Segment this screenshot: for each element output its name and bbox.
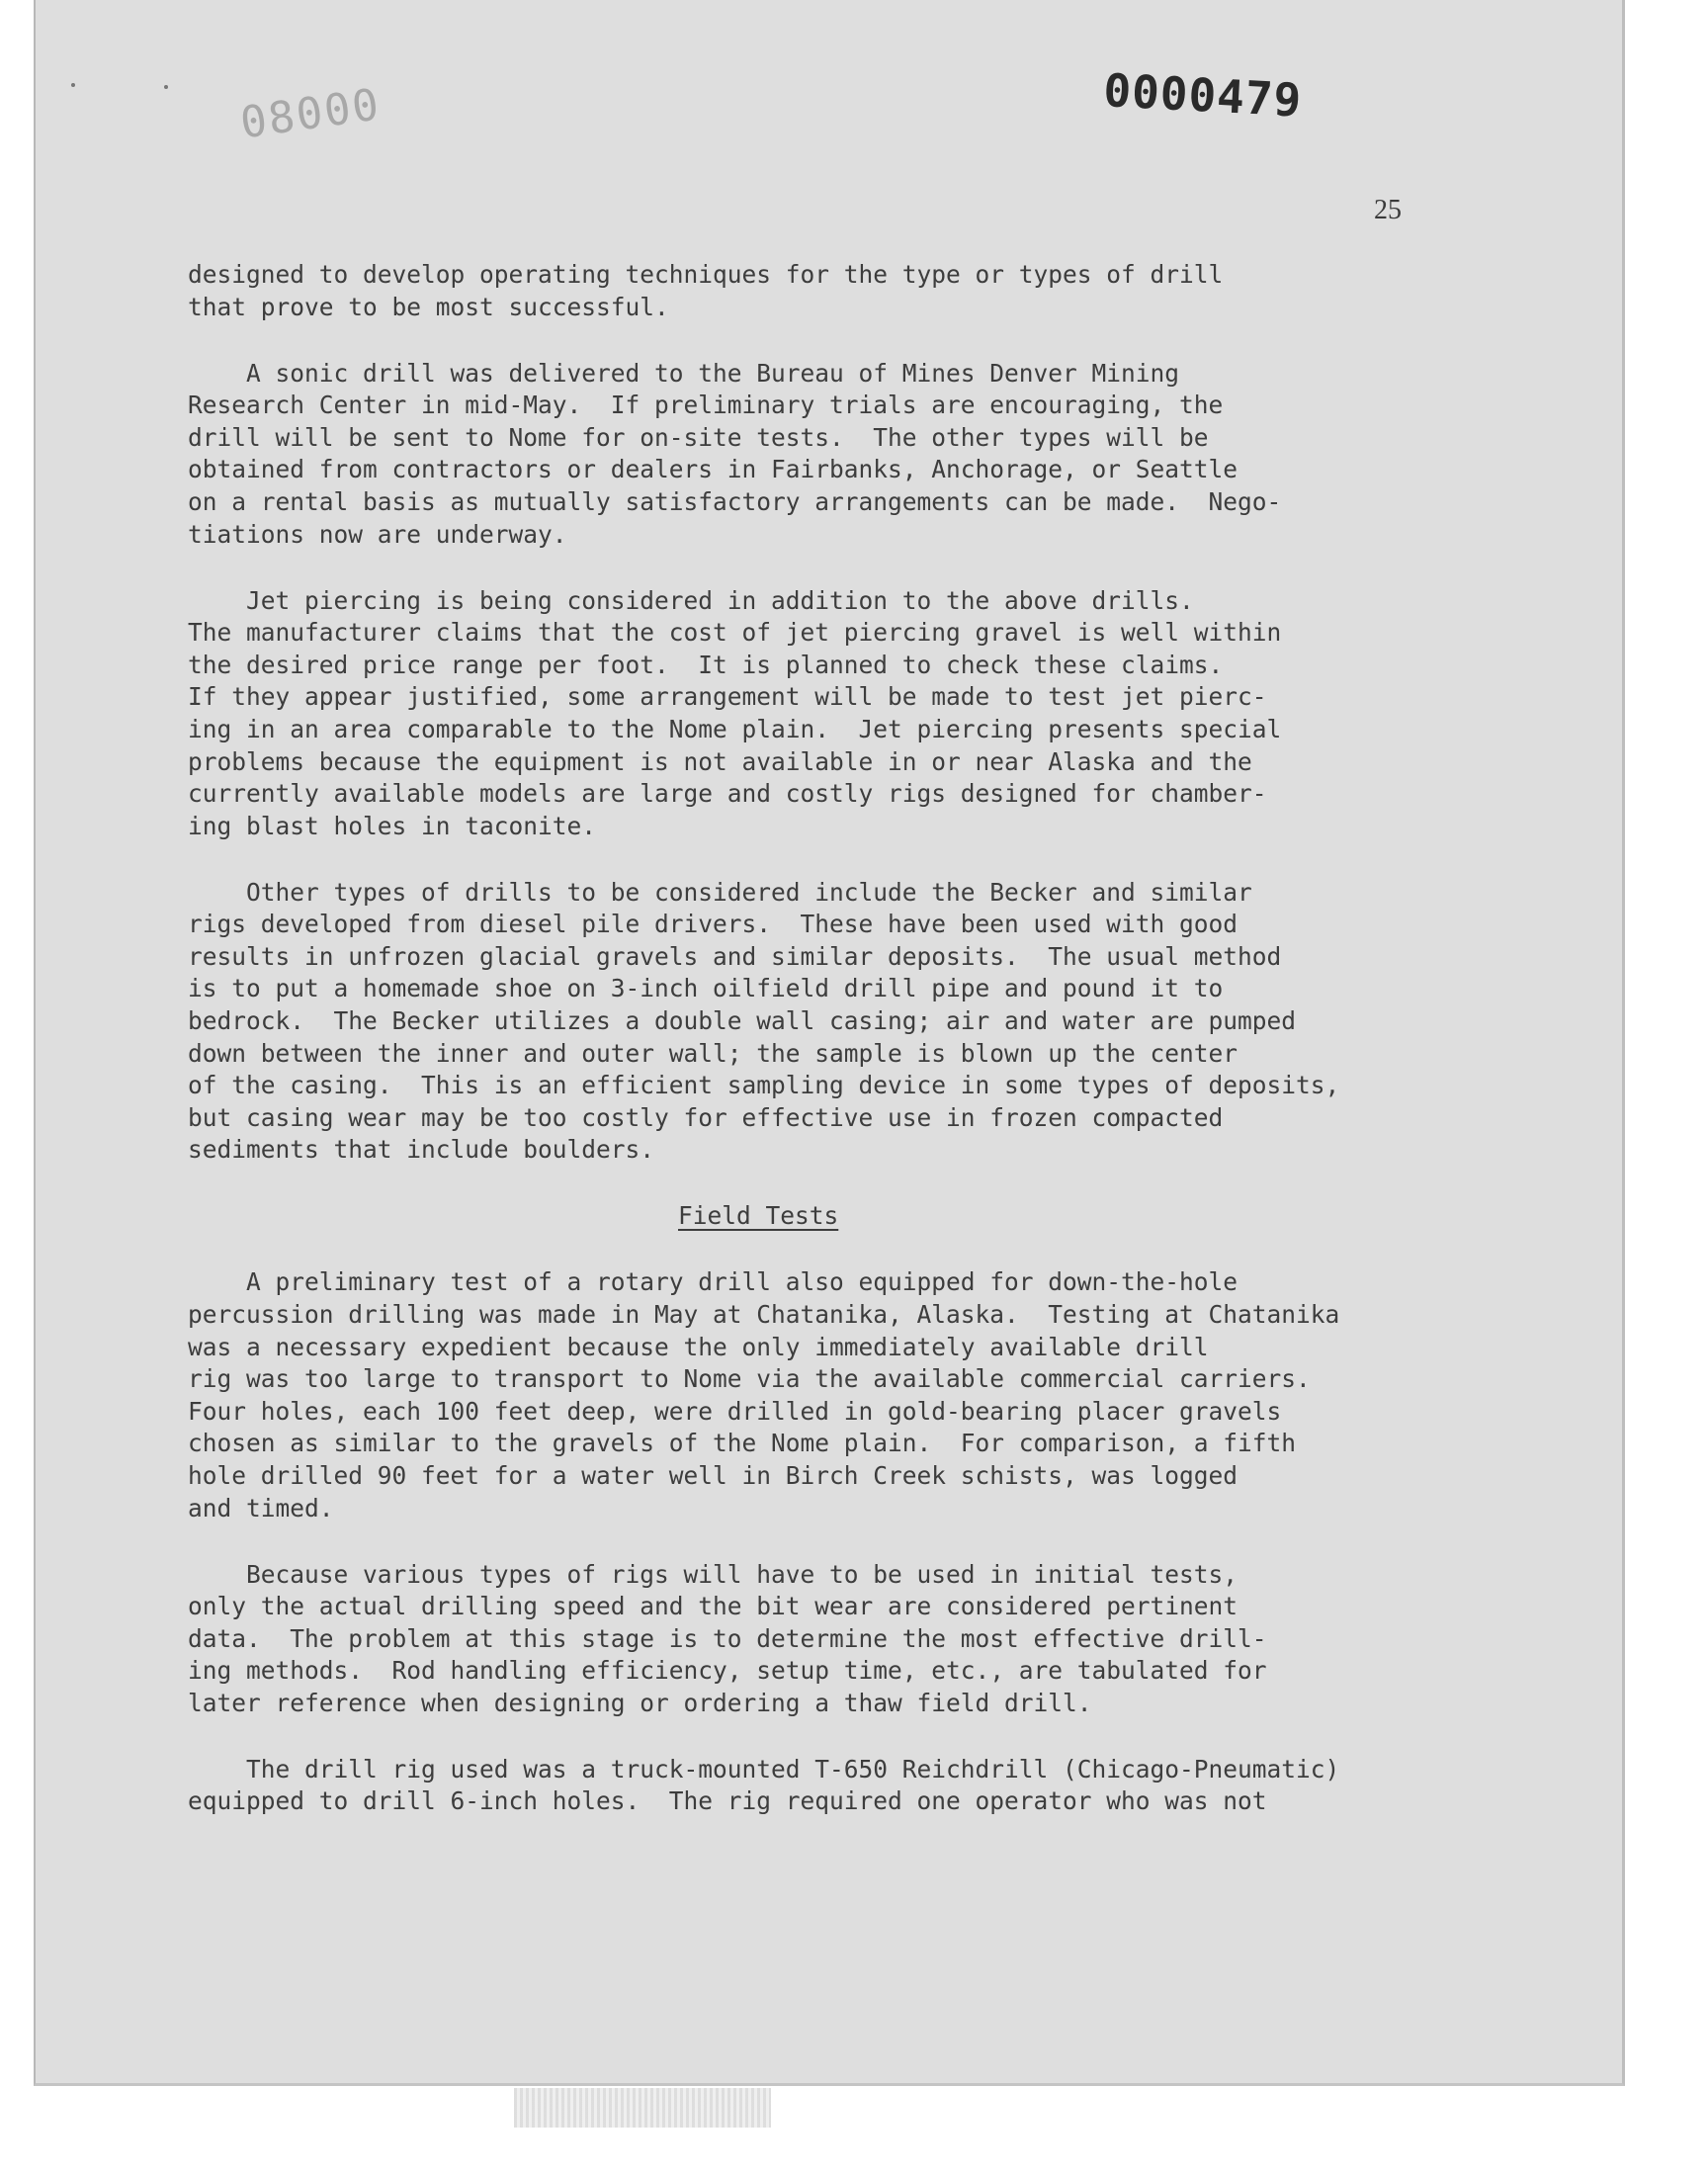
document-number-stamp: 0000479: [1102, 63, 1304, 128]
text-line: Research Center in mid-May. If preliminary trials are encouraging, the: [188, 391, 1224, 420]
paragraph-7: [188, 1754, 1512, 1818]
text-line: is to put a homemade shoe on 3-inch oilfield drill pipe and pound it to: [188, 974, 1224, 1003]
text-line: and timed.: [188, 1493, 334, 1522]
text-line: designed to develop operating techniques for the type or types of drill: [188, 260, 1224, 289]
paragraph-2: [188, 358, 1512, 552]
text-line: Because various types of rigs will have to be used in initial tests,: [188, 1559, 1238, 1589]
text-line: down between the inner and outer wall; the sample is blown up the center: [188, 1038, 1238, 1068]
text-line: A sonic drill was delivered to the Bureau of Mines Denver Mining: [188, 358, 1180, 388]
page-number: 25: [1374, 195, 1402, 225]
paragraph-6: [188, 1559, 1512, 1720]
text-line: tiations now are underway.: [188, 519, 567, 549]
text-line: ing blast holes in taconite.: [188, 811, 597, 840]
text-line: The manufacturer claims that the cost of jet piercing gravel is well within: [188, 618, 1282, 648]
text-line: sediments that include boulders.: [188, 1135, 655, 1165]
paragraph-3: [188, 585, 1512, 843]
text-line: only the actual drilling speed and the bit wear are considered pertinent: [188, 1592, 1238, 1621]
text-line: but casing wear may be too costly for effective use in frozen compacted: [188, 1102, 1224, 1132]
text-line: Four holes, each 100 feet deep, were drilled in gold-bearing placer gravels: [188, 1396, 1282, 1426]
text-line: hole drilled 90 feet for a water well in Birch Creek schists, was logged: [188, 1460, 1238, 1490]
speck-mark: [164, 85, 168, 89]
text-line: ing in an area comparable to the Nome plain. Jet piercing presents special: [188, 714, 1282, 743]
text-line: currently available models are large and costly rigs designed for chamber-: [188, 779, 1267, 809]
text-line: on a rental basis as mutually satisfactory arrangements can be made. Nego-: [188, 486, 1282, 516]
paragraph-4: [188, 877, 1512, 1167]
text-line: drill will be sent to Nome for on-site tests. The other types will be: [188, 422, 1209, 452]
text-line: Jet piercing is being considered in addition to the above drills.: [188, 585, 1194, 615]
text-line: rigs developed from diesel pile drivers. These have been used with good: [188, 910, 1238, 939]
text-line: the desired price range per foot. It is planned to check these claims.: [188, 650, 1224, 679]
paragraph-5: [188, 1266, 1512, 1524]
text-line: that prove to be most successful.: [188, 292, 669, 321]
text-line: was a necessary expedient because the only immediately available drill: [188, 1332, 1209, 1361]
document-body: [188, 259, 1512, 1818]
scanner-artifact-strip: [514, 2088, 771, 2128]
text-line: If they appear justified, some arrangement will be made to test jet pierc-: [188, 682, 1267, 712]
text-line: bedrock. The Becker utilizes a double wall casing; air and water are pumped: [188, 1006, 1297, 1036]
text-line: percussion drilling was made in May at Chatanika, Alaska. Testing at Chatanika: [188, 1299, 1340, 1329]
text-line: obtained from contractors or dealers in Fairbanks, Anchorage, or Seattle: [188, 455, 1238, 484]
text-line: of the casing. This is an efficient sampling device in some types of deposits,: [188, 1071, 1340, 1100]
text-line: data. The problem at this stage is to determine the most effective drill-: [188, 1623, 1267, 1653]
faint-number-stamp: 08000: [237, 79, 384, 149]
text-line: results in unfrozen glacial gravels and similar deposits. The usual method: [188, 941, 1282, 971]
text-line: later reference when designing or ordering a thaw field drill.: [188, 1688, 1092, 1717]
text-line: The drill rig used was a truck-mounted T-650 Reichdrill (Chicago-Pneumatic): [188, 1754, 1340, 1784]
text-line: problems because the equipment is not available in or near Alaska and the: [188, 746, 1252, 776]
paragraph-1: [188, 259, 1512, 323]
text-line: Other types of drills to be considered include the Becker and similar: [188, 877, 1252, 907]
text-line: chosen as similar to the gravels of the Nome plain. For comparison, a fifth: [188, 1429, 1297, 1458]
text-line: equipped to drill 6-inch holes. The rig required one operator who was not: [188, 1786, 1267, 1816]
speck-mark: [71, 83, 75, 87]
text-line: A preliminary test of a rotary drill also equipped for down-the-hole: [188, 1267, 1238, 1297]
section-heading: Field Tests: [678, 1201, 839, 1231]
text-line: rig was too large to transport to Nome via the available commercial carriers.: [188, 1364, 1311, 1394]
text-line: ing methods. Rod handling efficiency, setup time, etc., are tabulated for: [188, 1656, 1267, 1686]
